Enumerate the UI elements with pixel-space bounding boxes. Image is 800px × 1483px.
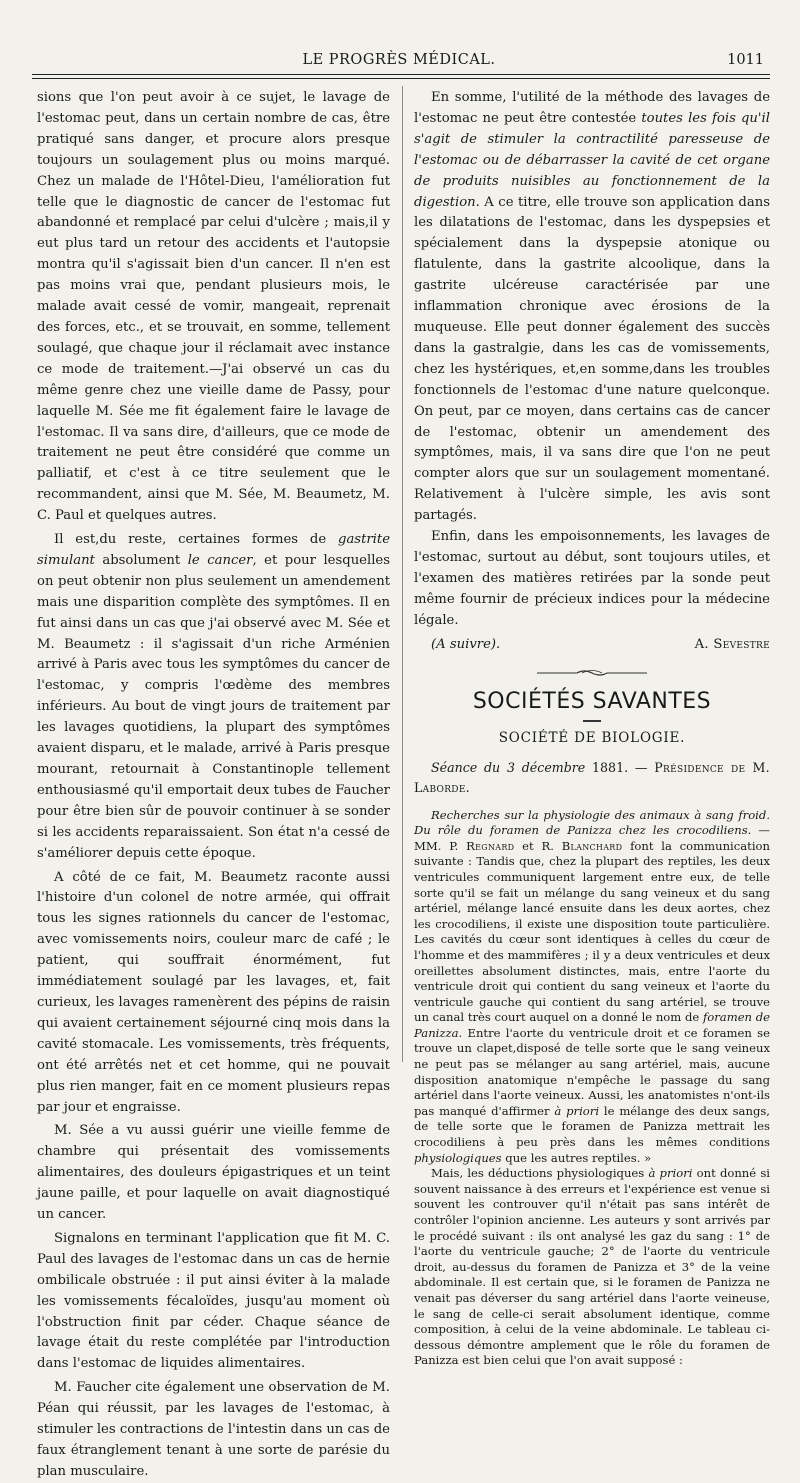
- paragraph: [414, 88, 770, 527]
- text-run: ont donné si souvent naissance à des erreurs et l'expérience est venue si souvent les controuver qu'il n'était pas sans intérêt de contrôler l'opinion ancienne. Les auteurs y sont arrivés par le procédé suivant : ils ont analysé les gaz du sang : 1° de l'aorte du ventricule gauche; 2° de l'aorte du ventricule droit, au-dessus du foramen de Panizza et 3° de la veine abdominale. Il est certain que, si le foramen de Panizza ne venait pas déverser du sang artériel dans l'aorte veineuse, le sang de celle-ci serait absolument identique, comme composition, à celui de la veine abdominale. Le tableau ci-dessous démontre amplement que le rôle du foramen de Panizza est bien celui que l'on avait supposé :: [414, 1166, 770, 1368]
- page-number: 1011: [727, 52, 764, 68]
- paragraph: Enfin, dans les empoisonnements, les lavages de l'estomac, surtout au début, sont toujours utiles, et l'examen des matières retirées par la sonde peut même fournir de précieux indices pour la médecine légale.: [414, 529, 770, 628]
- text-emphasis: physiologiques: [414, 1150, 502, 1165]
- text-emphasis: à priori: [554, 1103, 600, 1118]
- author-name: Blanchard: [561, 838, 623, 853]
- session-year: 1881. —: [585, 759, 655, 775]
- text-run: le mélange des deux sangs, de telle sorte que le foramen de Panizza mettrait les crocodiliens à peu près dans les mêmes conditions: [414, 1103, 770, 1150]
- text-run: En somme, l'utilité de la méthode des lavages de l'estomac ne peut être contestée: [414, 90, 770, 126]
- paragraph: [37, 530, 390, 865]
- session-date: Séance du 3 décembre: [431, 759, 586, 775]
- header-rule: [32, 74, 770, 75]
- paragraph: M. Faucher cite également une observation de M. Péan qui réussit, par les lavages de l'estomac, à stimuler les contractions de l'intestin dans un cas de faux étranglement tenant à une sorte de parésie du plan musculaire.: [37, 1380, 390, 1479]
- text-emphasis: Recherches sur la physiologie des animaux à sang froid. Du rôle du foramen de Panizza chez les crocodiliens.: [414, 807, 770, 838]
- paragraph: Signalons en terminant l'application que fit M. C. Paul des lavages de l'estomac dans un cas de hernie ombilicale obstruée : il put ainsi éviter à la malade les vomissements fécaloïdes, jusqu'au moment où l'obstruction finit par céder. Chaque séance de lavage était du reste complétée par l'introduction dans l'estomac de liquides alimentaires.: [37, 1230, 390, 1372]
- text-run: . A ce titre, elle trouve son application dans les dilatations de l'estomac, dans les dyspepsies et spécialement dans la dyspepsie atonique ou flatulente, dans la gastrite alcoolique, dans la gastrite ulcéreuse caractérisée par une inflammation chronique avec érosions de la muqueuse. Elle peut donner également des succès dans la gastralgie, dans les cas de vomissements, chez les hystériques, et,en somme,dans les troubles fonctionnels de l'estomac d'une nature quelconque. On peut, par ce moyen, dans certains cas de cancer de l'estomac, obtenir un amendement des symptômes, mais, il va sans dire que l'on ne peut compter alors que sur un soulagement momentané. Relativement à l'ulcère simple, les avis sont partagés.: [414, 194, 770, 524]
- author-name: Regnard: [466, 838, 515, 853]
- text-emphasis: le cancer: [187, 552, 253, 568]
- text-run: absolument: [94, 552, 188, 568]
- paragraph: A côté de ce fait, M. Beaumetz raconte aussi l'histoire d'un colonel de notre armée, qui offrait tous les signes rationnels du cancer de l'estomac, avec vomissements noirs, couleur marc de café ; le patient, qui souffrait énormément, fut immédiatement soulagé par les lavages, et, fait curieux, les lavages ramenèrent des pépins de raisin qui avaient certainement séjourné cinq mois dans la cavité stomacale. Les vomissements, très fréquents, ont été arrêtés net et cet homme, qui ne pouvait plus rien manger, fait en ce moment plusieurs repas par jour et engraisse.: [37, 869, 390, 1115]
- text-run: Mais, les déductions physiologiques: [431, 1166, 649, 1181]
- left-column: [37, 88, 390, 1483]
- text-run: font la communication suivante : Tandis que, chez la plupart des reptiles, les deux ventricules communiquent largement entre eux, de telle sorte qu'il se fait un mélange du sang veineux et du sang artériel, mélange lancé ensuite dans les deux aortes, chez les crocodiliens, il existe une disposition toute particulière. Les cavités du cœur sont identiques à celles du cœur de l'homme et des mammifères ; il y a deux ventricules et deux oreillettes absolument distinctes, mais, entre l'aorte du ventricule droit qui contient du sang veineux et l'aorte du ventricule gauche qui contient du sang artériel, se trouve un canal très court auquel on a donné le nom de: [414, 838, 770, 1025]
- text-emphasis: gastrite simulant: [37, 532, 390, 568]
- journal-title: LE PROGRÈS MÉDICAL.: [302, 52, 496, 68]
- paragraph: M. Sée a vu aussi guérir une vieille femme de chambre qui présentait des vomissements alimentaires, des douleurs épigastriques et un teint jaune paille, et pour laquelle on avait diagnostiqué un cancer.: [37, 1123, 390, 1223]
- article-conclusion: [414, 88, 770, 632]
- paragraph: sions que l'on peut avoir à ce sujet, le lavage de l'estomac peut, dans un certain nombre de cas, être pratiqué sans danger, et procure alors presque toujours un soulagement plus ou moins marqué. Chez un malade de l'Hôtel-Dieu, l'amélioration fut telle que le diagnostic de cancer de l'estomac fut abandonné et remplacé par celui d'ulcère ; mais,il y eut plus tard un retour des accidents et l'autopsie montra qu'il s'agissait bien d'un cancer. Il n'en est pas moins vrai que, pendant plusieurs mois, le malade avait cessé de vomir, mangeait, reprenait des forces, etc., et se trouvait, en somme, tellement soulagé, que chaque jour il réclamait avec instance ce mode de traitement.—J'ai observé un cas du même genre chez une vieille dame de Passy, pour laquelle M. Sée me fit également faire le lavage de l'estomac. Il va sans dire, d'ailleurs, que ce mode de traitement ne peut être considéré que comme un palliatif, et c'est à ce titre seulement que le recommandent, ainsi que M. Sée, M. Beaumetz, M. C. Paul et quelques autres.: [37, 90, 390, 524]
- text-run: . Entre l'aorte du ventricule droit et ce foramen se trouve un clapet,disposé de telle sorte que le sang veineux ne peut pas se mélanger au sang artériel, mais, aucune disposition anatomique n'empêche le passage du sang artériel dans l'aorte veineux. Aussi, les anatomistes n'ont-ils pas manqué d'affirmer: [414, 1025, 770, 1118]
- text-emphasis: foramen de Panizza: [414, 1010, 770, 1040]
- session-presidency: Présidence de M. Laborde.: [414, 759, 770, 795]
- ornament-divider: [537, 669, 647, 677]
- section-title: SOCIÉTÉS SAVANTES: [472, 688, 712, 714]
- article-author: A. Sevestre: [694, 636, 770, 652]
- column-divider: [402, 86, 403, 1062]
- communication-text: [414, 808, 770, 1369]
- paragraph: [414, 1166, 770, 1369]
- text-run: que les autres reptiles. »: [501, 1150, 652, 1165]
- text-run: — MM. P.: [414, 823, 770, 853]
- text-run: , et pour lesquelles on peut obtenir non plus seulement un amendement mais une disparition complète des symptômes. Il en fut ainsi dans un cas que j'ai observé avec M. Sée et M. Beaumetz : il s'agissait d'un riche Arménien arrivé à Paris avec tous les symptômes du cancer de l'estomac, y compris l'œdème des membres inférieurs. Au bout de vingt jours de traitement par les lavages quotidiens, la plupart des symptômes avaient disparu, et le malade, arrivé à Paris presque mourant, retournait à Constantinople tellement enthousiasmé qu'il emportait deux tubes de Faucher pour être bien sûr de pouvoir continuer à se sonder si les accidents reparaissaient. Son état n'a cessé de s'améliorer depuis cette époque.: [37, 552, 390, 861]
- text-run: et R.: [514, 838, 562, 853]
- session-line: [414, 758, 770, 798]
- signature-line: [414, 634, 770, 655]
- running-header: [28, 52, 770, 74]
- to-be-continued: (A suivre).: [431, 636, 501, 652]
- header-rule-double: [32, 78, 770, 79]
- text-emphasis: à priori: [648, 1166, 693, 1181]
- text-emphasis: toutes les fois qu'il s'agit de stimuler la contractilité paresseuse de l'estomac ou de débarrasser la cavité de cet organe de produits nuisibles au fonctionnement de la digestion: [414, 110, 770, 210]
- text-run: Il est,du reste, certaines formes de: [54, 532, 338, 548]
- paragraph: [414, 808, 770, 1167]
- society-title: SOCIÉTÉ DE BIOLOGIE.: [498, 729, 686, 746]
- right-column: [414, 88, 770, 1369]
- title-dash: [583, 720, 601, 722]
